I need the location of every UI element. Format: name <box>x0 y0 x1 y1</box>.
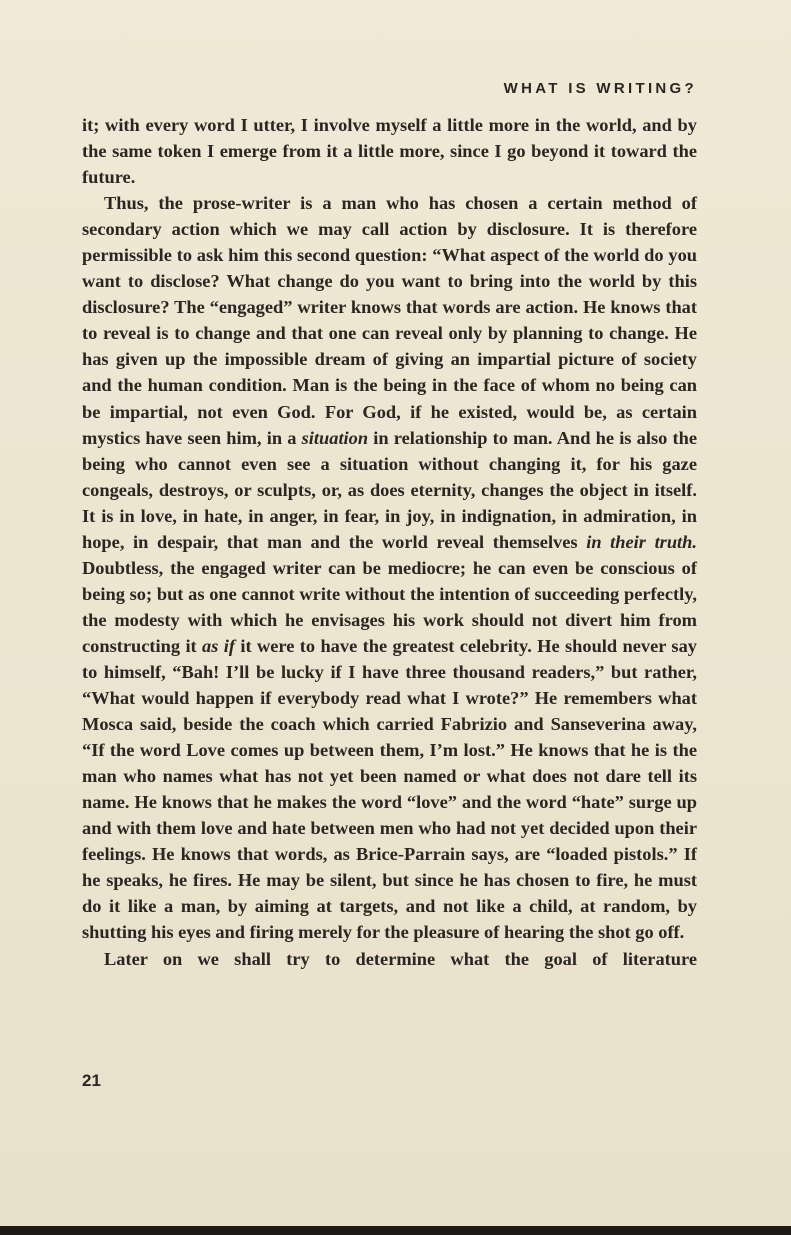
text-run: Doubtless, the engaged writer can be mediocre; he can even be conscious of being so; but as one cannot write without the intention of succeeding perfectly, the modesty with which he envisages his work should not divert him from constructing it <box>82 557 697 656</box>
text-run: it; with every word I utter, I involve myself a little more in the world, and by the same token I emerge from it a little more, since I go beyond it toward the future. <box>82 115 697 188</box>
body-text <box>82 112 697 972</box>
paragraph <box>82 946 697 972</box>
page-bottom-edge <box>0 1226 791 1235</box>
running-head: WHAT IS WRITING? <box>503 80 697 97</box>
italic-phrase: in their truth. <box>586 531 697 552</box>
text-run: Later on we shall try to determine what the goal of literature <box>104 948 697 969</box>
page-number: 21 <box>82 1071 101 1090</box>
text-run: in relationship to man. And he is also the being who cannot even see a situation without changing it, for his gaze congeals, destroys, or sculpts, or, as does eternity, changes the object in itself. It is in love, in hate, in anger, in fear, in joy, in indignation, in admiration, in hope, in despair, that man and the world reveal themselves <box>82 427 698 552</box>
italic-phrase: situation <box>301 427 369 448</box>
text-run: Thus, the prose-writer is a man who has chosen a certain method of secondary action which we may call action by disclosure. It is therefore permissible to ask him this second question: “What aspect of the world do you want to disclose? What change do you want to bring into the world by this disclosure? The “engaged” writer knows that words are action. He knows that to reveal is to change and that one can reveal only by planning to change. He has given up the impossible dream of giving an impartial picture of society and the human condition. Man is the being in the face of whom no being can be impartial, not even God. For God, if he existed, would be, as certain mystics have seen him, in a <box>82 193 697 448</box>
paragraph <box>82 112 697 190</box>
paragraph <box>82 190 697 945</box>
text-run: it were to have the greatest celebrity. He should never say to himself, “Bah! I’ll be lucky if I have three thousand readers,” but rather, “What would happen if everybody read what I wrote?” He remembers what Mosca said, beside the coach which carried Fabrizio and Sanseverina away, “If the word Love comes up between them, I’m lost.” He knows that he is the man who names what has not yet been named or what does not dare tell its name. He knows that he makes the word “love” and the word “hate” surge up and with them love and hate between men who had not yet decided upon their feelings. He knows that words, as Brice-Parrain says, are “loaded pistols.” If he speaks, he fires. He may be silent, but since he has chosen to fire, he must do it like a man, by aiming at targets, and not like a child, at random, by shutting his eyes and firing merely for the pleasure of hearing the shot go off. <box>82 635 697 943</box>
italic-phrase: as if <box>202 635 235 656</box>
